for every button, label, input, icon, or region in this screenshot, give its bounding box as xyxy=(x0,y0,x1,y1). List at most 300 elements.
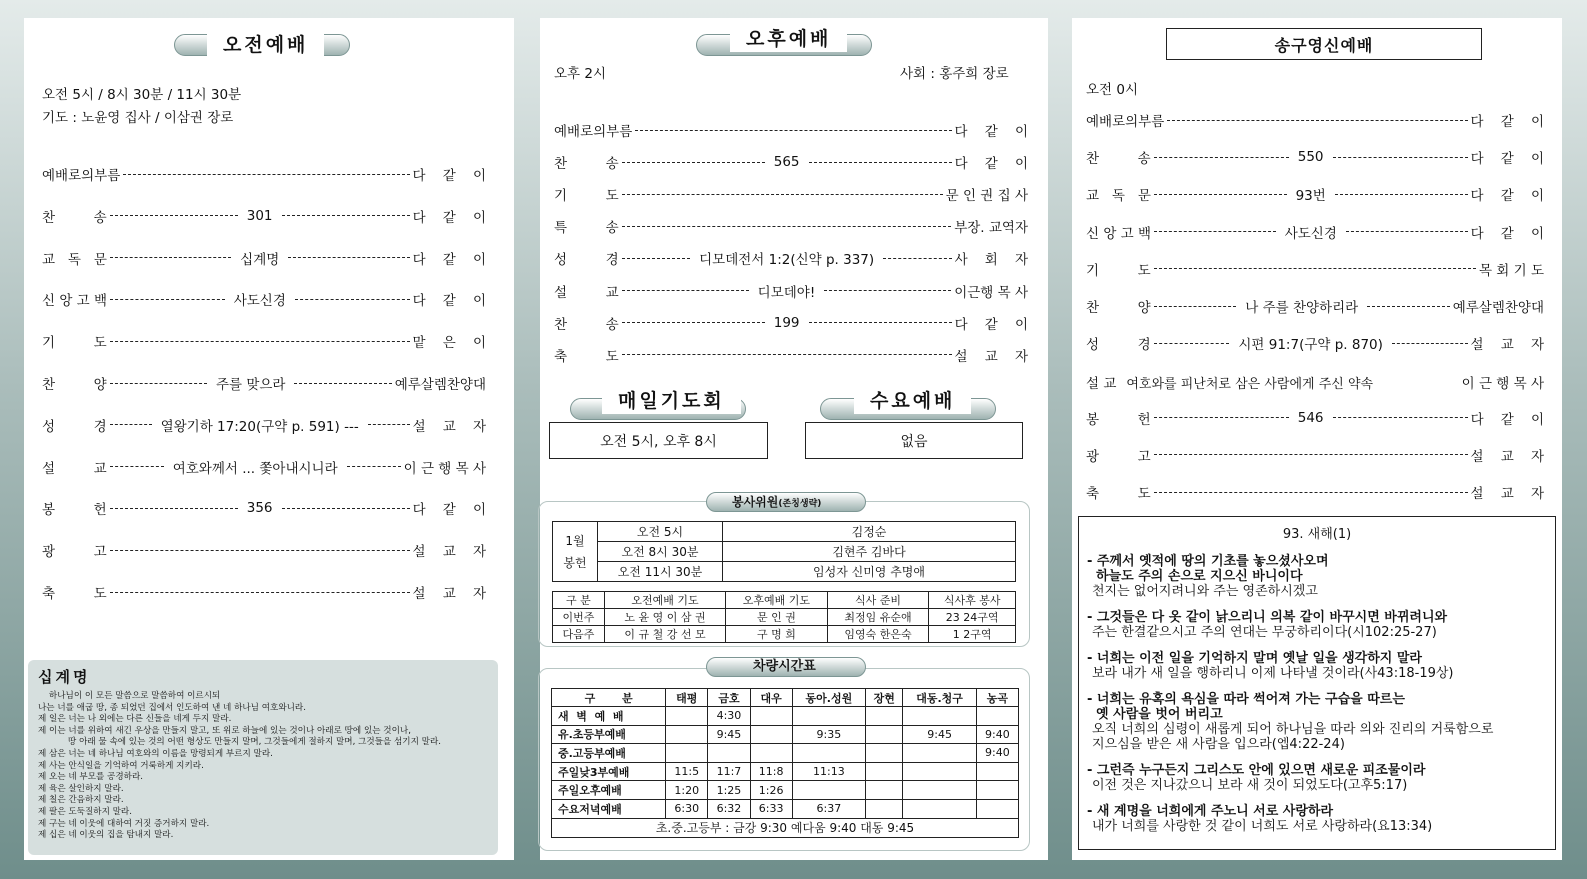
vehicle-header: 동아.성원 xyxy=(792,689,865,707)
hymn-line: 오직 너희의 심령이 새롭게 되어 하나님을 따라 의와 진리의 거룩함으로 xyxy=(1092,722,1494,737)
order-row xyxy=(42,540,486,560)
order-dash xyxy=(1392,343,1468,344)
vehicle-cell xyxy=(750,744,792,763)
vehicle-cell xyxy=(666,707,708,726)
newyear-sermon-label: 설 교 xyxy=(1086,376,1117,392)
vehicle-title: 차량시간표 xyxy=(753,659,816,674)
duty-cell: 다음주 xyxy=(553,626,605,643)
ten-commandments-box xyxy=(28,660,498,855)
order-row xyxy=(42,206,486,226)
vehicle-cell: 수요저녁예배 xyxy=(552,799,666,818)
order-item: 설 교 xyxy=(554,284,619,301)
order-item: 찬 양 xyxy=(1086,300,1151,316)
vehicle-table xyxy=(551,688,1019,838)
commandment-line: 제 칠은 간음하지 말라. xyxy=(38,795,124,806)
order-leader: 목 회 기 도 xyxy=(1478,262,1544,279)
order-dash xyxy=(110,383,207,384)
duty-cell: 문 인 권 xyxy=(726,609,828,626)
order-dash xyxy=(282,215,410,216)
vehicle-cell: 주일오후예배 xyxy=(552,781,666,800)
order-dash xyxy=(1367,306,1450,307)
offering-names: 김정순 xyxy=(723,522,1016,542)
duty-header: 식사후 봉사 xyxy=(929,592,1016,609)
order-dash xyxy=(110,215,238,216)
commandment-line: 제 오는 네 부모를 공경하라. xyxy=(38,772,143,783)
vehicle-cell: 11:7 xyxy=(708,762,750,781)
offering-names: 임성자 신미영 추명애 xyxy=(723,562,1016,582)
order-row xyxy=(554,248,1028,268)
vehicle-cell xyxy=(866,781,903,800)
newyear-sermon-preacher: 이 근 행 목 사 xyxy=(1461,376,1544,392)
vehicle-cell: 6:30 xyxy=(666,799,708,818)
order-item: 광 고 xyxy=(42,544,107,561)
order-item: 찬 송 xyxy=(554,156,619,173)
order-leader: 다 같 이 xyxy=(1470,225,1545,242)
order-item: 봉 헌 xyxy=(1086,411,1151,428)
order-dash xyxy=(110,592,410,593)
hymn-stanza xyxy=(1087,763,1547,793)
order-row xyxy=(42,289,486,309)
order-dash xyxy=(809,162,952,163)
wednesday-text: 없음 xyxy=(805,422,1023,459)
duty-cell: 이 규 철 강 선 모 xyxy=(604,626,725,643)
order-row xyxy=(554,345,1028,365)
order-row xyxy=(554,152,1028,172)
order-detail: 356 xyxy=(246,500,273,517)
volunteers-title-text: 봉사위원 xyxy=(732,495,779,509)
order-dash xyxy=(110,299,225,300)
vehicle-cell xyxy=(903,799,976,818)
order-detail: 디모데전서 1:2(신약 p. 337) xyxy=(699,252,875,269)
hymn-line: - 주께서 옛적에 땅의 기초를 놓으셨사오며 xyxy=(1087,554,1329,569)
order-dash xyxy=(622,354,952,355)
vehicle-cell xyxy=(903,707,976,726)
order-item: 성 경 xyxy=(1086,337,1151,354)
newyear-sermon-row xyxy=(1086,372,1544,392)
order-row xyxy=(1086,147,1544,167)
duty-cell: 노 윤 영 이 삼 권 xyxy=(604,609,725,626)
hymn-title: 93. 새해(1) xyxy=(1282,527,1352,542)
afternoon-time: 오후 2시 xyxy=(554,66,607,82)
order-item: 찬 송 xyxy=(1086,151,1151,168)
order-item: 예배로의부름 xyxy=(42,168,121,184)
order-row xyxy=(42,582,486,602)
vehicle-header-row xyxy=(552,689,1019,707)
order-dash xyxy=(622,162,765,163)
commandment-line: 제 육은 살인하지 말라. xyxy=(38,783,124,794)
volunteers-title-note: (존칭생략) xyxy=(778,499,822,509)
hymn-stanza xyxy=(1087,651,1547,681)
order-dash xyxy=(1167,120,1467,121)
hymn-line: 천지는 없어지려니와 주는 영존하시겠고 xyxy=(1092,584,1318,599)
order-leader: 설 교 자 xyxy=(412,544,486,561)
order-leader: 설 교 자 xyxy=(1470,448,1544,465)
order-item: 기 도 xyxy=(554,188,619,205)
vehicle-header: 구 분 xyxy=(552,689,666,707)
order-item: 예배로의부름 xyxy=(554,124,633,140)
duty-cell: 구 명 희 xyxy=(726,626,828,643)
vehicle-cell: 주일낮3부예배 xyxy=(552,762,666,781)
order-dash xyxy=(123,174,409,175)
order-row xyxy=(1086,445,1544,465)
hymn-stanza xyxy=(1087,692,1547,752)
offering-label: 봉헌 xyxy=(563,555,587,570)
order-leader: 다 같 이 xyxy=(412,209,487,226)
order-leader: 다 같 이 xyxy=(954,316,1029,333)
order-dash xyxy=(1154,268,1476,269)
order-dash xyxy=(295,299,410,300)
order-dash xyxy=(1154,417,1289,418)
hymn-stanza xyxy=(1087,554,1547,599)
morning-title: 오전예배 xyxy=(207,32,324,58)
order-row xyxy=(1086,259,1544,279)
vehicle-cell xyxy=(903,762,976,781)
vehicle-cell: 중.고등부예배 xyxy=(552,744,666,763)
wednesday-title: 수요예배 xyxy=(854,388,971,414)
vehicle-header: 장현 xyxy=(866,689,903,707)
vehicle-row xyxy=(552,781,1019,800)
hymn-line: - 그런즉 누구든지 그리스도 안에 있으면 새로운 피조물이라 xyxy=(1087,763,1426,778)
hymn-line: 보라 내가 새 일을 행하리니 이제 나타낼 것이라(사43:18-19상) xyxy=(1092,666,1454,681)
offering-month: 1월 xyxy=(565,533,585,548)
afternoon-panel xyxy=(540,18,1048,860)
newyear-title: 송구영신예배 xyxy=(1166,28,1482,60)
newyear-time: 오전 0시 xyxy=(1086,82,1139,98)
order-leader: 다 같 이 xyxy=(1470,188,1544,205)
order-dash xyxy=(110,508,238,509)
morning-panel xyxy=(24,18,514,860)
order-row xyxy=(42,331,486,351)
order-dash xyxy=(1154,157,1289,158)
commandment-line: 하나님이 이 모든 말씀으로 말씀하여 이르시되 xyxy=(38,691,221,701)
hymn-line: 옛 사람을 벗어 버리고 xyxy=(1087,707,1223,722)
order-dash xyxy=(282,508,410,509)
duty-cell: 23 24구역 xyxy=(929,609,1016,626)
hymn-line: 내가 너희를 사랑한 것 같이 너희도 서로 사랑하라(요13:34) xyxy=(1092,819,1433,834)
vehicle-cell: 6:37 xyxy=(792,799,865,818)
commandment-line: 제 사는 안식일을 기억하여 거룩하게 지키라. xyxy=(38,760,204,771)
order-leader: 다 같 이 xyxy=(1470,411,1545,428)
vehicle-cell: 1:25 xyxy=(708,781,750,800)
order-dash xyxy=(635,130,951,131)
order-item: 광 고 xyxy=(1086,448,1151,465)
order-dash xyxy=(294,383,391,384)
vehicle-cell xyxy=(903,744,976,763)
vehicle-cell xyxy=(903,781,976,800)
order-detail: 199 xyxy=(773,314,800,331)
vehicle-cell xyxy=(666,744,708,763)
order-row xyxy=(1086,296,1544,316)
order-detail: 93번 xyxy=(1295,188,1326,205)
duty-cell: 이번주 xyxy=(553,609,605,626)
order-dash xyxy=(1346,231,1468,232)
vehicle-cell xyxy=(708,744,750,763)
vehicle-cell xyxy=(750,725,792,744)
order-leader: 다 같 이 xyxy=(954,156,1029,173)
vehicle-cell xyxy=(750,707,792,726)
order-dash xyxy=(110,341,410,342)
vehicle-cell: 6:33 xyxy=(750,799,792,818)
order-dash xyxy=(1154,306,1237,307)
order-leader: 설 교 자 xyxy=(1470,486,1544,502)
vehicle-footer: 초.중.고등부 : 금강 9:30 예다움 9:40 대동 9:45 xyxy=(552,818,1019,837)
order-detail: 사도신경 xyxy=(233,293,286,310)
order-dash xyxy=(622,258,690,259)
order-leader: 문 인 권 집 사 xyxy=(945,188,1028,205)
vehicle-cell xyxy=(866,725,903,744)
order-dash xyxy=(347,466,401,467)
order-dash xyxy=(110,550,410,551)
order-row xyxy=(554,216,1028,236)
order-leader: 다 같 이 xyxy=(412,168,486,184)
vehicle-cell: 9:45 xyxy=(903,725,976,744)
vehicle-cell: 새 벽 예 배 xyxy=(552,707,666,726)
order-dash xyxy=(1333,157,1468,158)
order-item: 특 송 xyxy=(554,220,619,237)
duty-row xyxy=(553,609,1016,626)
order-item: 축 도 xyxy=(42,586,107,602)
offering-names: 김현주 김바다 xyxy=(723,542,1016,562)
vehicle-row xyxy=(552,799,1019,818)
hymn-line: 주는 한결같으시고 주의 연대는 무궁하리이다(시102:25-27) xyxy=(1092,625,1437,640)
hymn-line: - 그것들은 다 옷 같이 낡으리니 의복 같이 바꾸시면 바뀌려니와 xyxy=(1087,610,1448,625)
vehicle-cell: 1:26 xyxy=(750,781,792,800)
duty-header: 오전예배 기도 xyxy=(604,592,725,609)
duty-cell: 1 2구역 xyxy=(929,626,1016,643)
order-leader: 예루살렘찬양대 xyxy=(1452,300,1544,316)
order-dash xyxy=(368,424,410,425)
commandment-line: 제 구는 네 이웃에 대하여 거짓 증거하지 말라. xyxy=(38,818,210,829)
hymn-line: - 새 계명을 너희에게 주노니 서로 사랑하라 xyxy=(1087,804,1334,819)
order-row xyxy=(554,281,1028,301)
order-row xyxy=(42,498,486,518)
order-leader: 다 같 이 xyxy=(1470,151,1545,168)
order-leader: 다 같 이 xyxy=(412,251,487,268)
vehicle-cell: 9:40 xyxy=(976,725,1018,744)
order-leader: 이 근 행 목 사 xyxy=(403,460,487,477)
hymn-stanza xyxy=(1087,610,1547,640)
order-detail: 열왕기하 17:20(구약 p. 591) --- xyxy=(160,418,359,435)
order-dash xyxy=(1154,343,1230,344)
commandment-line: 제 팔은 도둑질하지 말라. xyxy=(38,806,132,817)
vehicle-cell xyxy=(976,799,1018,818)
order-dash xyxy=(1335,194,1468,195)
vehicle-row xyxy=(552,725,1019,744)
vehicle-header: 대우 xyxy=(750,689,792,707)
order-dash xyxy=(1154,231,1276,232)
order-item: 예배로의부름 xyxy=(1086,114,1165,130)
order-row xyxy=(42,415,486,435)
order-item: 신 앙 고 백 xyxy=(42,293,108,310)
vehicle-cell: 11:13 xyxy=(792,762,865,781)
commandment-line: 제 십은 네 이웃의 집을 탐내지 말라. xyxy=(38,830,174,841)
order-leader: 다 같 이 xyxy=(412,502,487,519)
order-row xyxy=(42,164,486,184)
newyear-sermon-title: 여호와를 피난처로 삼은 사람에게 주신 약속 xyxy=(1126,376,1374,392)
duty-cell: 최정임 유순애 xyxy=(827,609,929,626)
order-item: 교 독 문 xyxy=(1086,188,1151,205)
vehicle-cell xyxy=(866,744,903,763)
order-row xyxy=(42,457,486,477)
morning-times: 오전 5시 / 8시 30분 / 11시 30분 xyxy=(42,87,242,103)
order-leader: 설 교 자 xyxy=(1470,337,1544,354)
vehicle-cell xyxy=(976,707,1018,726)
vehicle-header: 태평 xyxy=(666,689,708,707)
order-row xyxy=(1086,408,1544,428)
order-row xyxy=(1086,222,1544,242)
order-item: 기 도 xyxy=(42,335,107,352)
order-leader: 다 같 이 xyxy=(412,293,487,310)
order-leader: 설 교 자 xyxy=(954,348,1028,365)
order-detail: 550 xyxy=(1297,149,1324,166)
hymn-box xyxy=(1078,516,1556,850)
volunteers-title xyxy=(724,492,829,514)
vehicle-body xyxy=(552,707,1019,819)
order-dash xyxy=(824,290,951,291)
order-row xyxy=(42,248,486,268)
order-row xyxy=(554,313,1028,333)
afternoon-host: 사회 : 홍주희 장로 xyxy=(900,66,1009,82)
order-dash xyxy=(1154,194,1287,195)
order-leader: 부장. 교역자 xyxy=(954,220,1028,237)
order-row xyxy=(1086,482,1544,502)
duty-table xyxy=(552,591,1016,643)
vehicle-cell: 4:30 xyxy=(708,707,750,726)
vehicle-header: 대동.청구 xyxy=(903,689,976,707)
order-item: 성 경 xyxy=(42,418,107,435)
vehicle-row xyxy=(552,707,1019,726)
commandment-line: 제 일은 너는 나 외에는 다른 신들을 네게 두지 말라. xyxy=(38,714,232,725)
vehicle-header: 금호 xyxy=(708,689,750,707)
order-leader: 이근행 목 사 xyxy=(954,284,1028,301)
order-dash xyxy=(1333,417,1468,418)
duty-row xyxy=(553,626,1016,643)
order-row xyxy=(1086,184,1544,204)
afternoon-title: 오후예배 xyxy=(730,26,847,52)
order-item: 찬 송 xyxy=(554,316,619,333)
vehicle-cell: 9:45 xyxy=(708,725,750,744)
commandment-line: 땅 아래 물 속에 있는 것의 어떤 형상도 만들지 말며, 그것들에게 절하지 말며, 그것들을 섬기지 말라. xyxy=(38,737,441,748)
order-row xyxy=(554,184,1028,204)
order-leader: 사 회 자 xyxy=(954,252,1029,269)
vehicle-cell xyxy=(666,725,708,744)
morning-prayer: 기도 : 노윤영 집사 / 이삼권 장로 xyxy=(42,110,234,126)
order-dash xyxy=(1154,454,1468,455)
order-leader: 설 교 자 xyxy=(412,586,486,602)
order-detail: 나 주를 찬양하리라 xyxy=(1245,300,1359,316)
order-item: 축 도 xyxy=(1086,486,1151,502)
vehicle-cell xyxy=(792,781,865,800)
vehicle-cell xyxy=(976,762,1018,781)
order-item: 찬 양 xyxy=(42,377,107,393)
order-detail: 시편 91:7(구약 p. 870) xyxy=(1238,337,1383,354)
order-detail: 디모데야! xyxy=(757,284,816,301)
order-leader: 다 같 이 xyxy=(954,124,1028,140)
vehicle-cell xyxy=(976,781,1018,800)
duty-header: 오후예배 기도 xyxy=(726,592,828,609)
commandment-line: 제 삼은 너는 네 하나님 여호와의 이름을 망령되게 부르지 말라. xyxy=(38,748,273,759)
vehicle-cell: 9:35 xyxy=(792,725,865,744)
vehicle-row xyxy=(552,762,1019,781)
offering-table xyxy=(552,521,1016,582)
order-detail: 십계명 xyxy=(240,251,280,268)
vehicle-cell xyxy=(792,707,865,726)
order-leader: 예루살렘찬양대 xyxy=(394,377,487,393)
vehicle-cell: 11:8 xyxy=(750,762,792,781)
order-detail: 301 xyxy=(246,207,273,224)
vehicle-cell: 9:40 xyxy=(976,744,1018,763)
order-row xyxy=(1086,333,1544,353)
vehicle-cell: 6:32 xyxy=(708,799,750,818)
duty-header-row xyxy=(553,592,1016,609)
order-dash xyxy=(1154,492,1468,493)
vehicle-cell xyxy=(866,707,903,726)
vehicle-cell: 유.초등부예배 xyxy=(552,725,666,744)
ten-commandments-text xyxy=(38,691,488,842)
order-leader: 맡 은 이 xyxy=(412,335,486,352)
offering-month-cell xyxy=(553,522,598,582)
commandment-line: 나는 너를 애굽 땅, 종 되었던 집에서 인도하여 낸 네 하나님 여호와니라. xyxy=(38,702,306,713)
duty-body xyxy=(553,609,1016,643)
vehicle-cell: 1:20 xyxy=(666,781,708,800)
order-dash xyxy=(622,322,765,323)
hymn-line: 이전 것은 지나갔으니 보라 새 것이 되었도다(고후5:17) xyxy=(1092,778,1408,793)
offering-time: 오전 5시 xyxy=(598,522,723,542)
order-leader: 설 교 자 xyxy=(412,418,487,435)
vehicle-cell xyxy=(866,799,903,818)
order-detail: 546 xyxy=(1297,409,1324,426)
vehicle-row xyxy=(552,744,1019,763)
vehicle-header: 농곡 xyxy=(976,689,1018,707)
order-row xyxy=(554,120,1028,140)
hymn-body xyxy=(1087,554,1547,834)
order-detail: 여호와께서 ... 쫓아내시니라 xyxy=(172,460,338,477)
newyear-panel xyxy=(1072,18,1562,860)
order-item: 봉 헌 xyxy=(42,502,107,519)
order-item: 기 도 xyxy=(1086,262,1151,279)
hymn-line: 하늘도 주의 손으로 지으신 바니이다 xyxy=(1087,569,1303,584)
duty-cell: 임영숙 한은숙 xyxy=(827,626,929,643)
daily-prayer-title: 매일기도회 xyxy=(602,388,741,414)
order-dash xyxy=(110,257,231,258)
offering-time: 오전 11시 30분 xyxy=(598,562,723,582)
order-item: 설 교 xyxy=(42,460,107,477)
vehicle-cell xyxy=(792,744,865,763)
hymn-line: 지으심을 받은 새 사람을 입으라(엡4:22-24) xyxy=(1092,737,1345,752)
order-detail: 사도신경 xyxy=(1284,225,1337,242)
daily-prayer-times: 오전 5시, 오후 8시 xyxy=(549,422,768,459)
order-dash xyxy=(883,258,951,259)
duty-header: 구 분 xyxy=(553,592,605,609)
order-dash xyxy=(622,290,749,291)
order-item: 축 도 xyxy=(554,348,619,365)
order-row xyxy=(1086,110,1544,130)
order-item: 찬 송 xyxy=(42,209,107,226)
order-dash xyxy=(622,226,951,227)
vehicle-cell: 11:5 xyxy=(666,762,708,781)
order-row xyxy=(42,373,486,393)
order-item: 교 독 문 xyxy=(42,251,107,268)
hymn-line: - 너희는 유혹의 욕심을 따라 썩어져 가는 구습을 따르는 xyxy=(1087,692,1405,707)
order-item: 신 앙 고 백 xyxy=(1086,225,1152,242)
order-detail: 주를 맞으라 xyxy=(215,377,286,393)
hymn-line: - 너희는 이전 일을 기억하지 말며 옛날 일을 생각하지 말라 xyxy=(1087,651,1422,666)
offering-time: 오전 8시 30분 xyxy=(598,542,723,562)
order-dash xyxy=(809,322,952,323)
duty-header: 식사 준비 xyxy=(827,592,929,609)
order-detail: 565 xyxy=(773,154,800,171)
ten-commandments-title: 십계명 xyxy=(38,668,91,686)
